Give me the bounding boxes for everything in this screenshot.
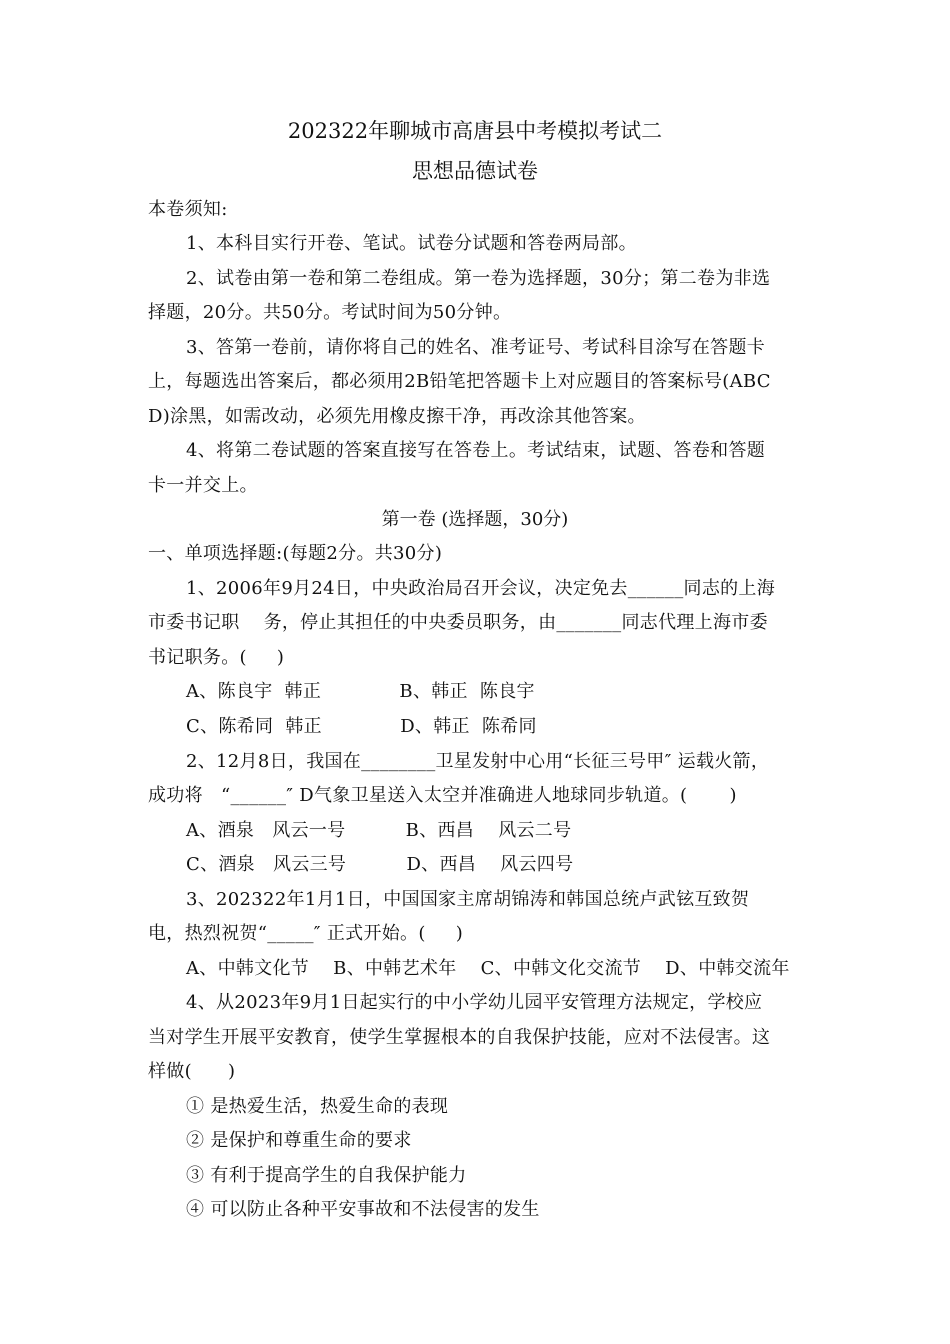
- question-1-line-2: 市委书记职 务，停止其担任的中央委员职务，由_______同志代理上海市委: [148, 612, 768, 633]
- question-1-line-1: 1、2006年9月24日，中央政治局召开会议，决定免去______同志的上海: [186, 578, 776, 599]
- instruction-item-2-line-2: 择题，20分。共50分。考试时间为50分钟。: [148, 302, 512, 323]
- question-2-options-2: C、酒泉 风云三号 D、西昌 风云四号: [186, 854, 574, 875]
- question-1-options-1: A、陈良宇 韩正 B、韩正 陈良宇: [186, 681, 535, 702]
- section-heading: 一、单项选择题:(每题2分。共30分): [148, 543, 443, 564]
- question-3-options: A、中韩文化节 B、中韩艺术年 C、中韩文化交流节 D、中韩交流年: [186, 958, 790, 979]
- question-4-item-1: ① 是热爱生活，热爱生命的表现: [186, 1096, 449, 1117]
- question-1-options-2: C、陈希同 韩正 D、韩正 陈希同: [186, 716, 537, 737]
- instructions-heading: 本卷须知:: [148, 199, 228, 220]
- part-one-title: 第一卷 (选择题，30分): [381, 509, 569, 530]
- instruction-item-1: 1、本科目实行开卷、笔试。试卷分试题和答卷两局部。: [186, 233, 637, 254]
- instruction-item-3-line-3: D)涂黑，如需改动，必须先用橡皮擦干净，再改涂其他答案。: [148, 406, 646, 427]
- question-3-line-1: 3、202322年1月1日，中国国家主席胡锦涛和韩国总统卢武铉互致贺: [186, 889, 750, 910]
- instruction-item-4-line-2: 卡一并交上。: [148, 475, 258, 496]
- instruction-item-3-line-2: 上，每题选出答案后，都必须用2B铅笔把答题卡上对应题目的答案标号(ABC: [148, 371, 771, 392]
- question-4-line-2: 当对学生开展平安教育，使学生掌握根本的自我保护技能，应对不法侵害。这: [148, 1027, 771, 1048]
- instruction-item-3-line-1: 3、答第一卷前，请你将自己的姓名、准考证号、考试科目涂写在答题卡: [186, 337, 766, 358]
- question-2-line-1: 2、12月8日，我国在________卫星发射中心用“长征三号甲″ 运载火箭，: [186, 751, 770, 772]
- instruction-item-4-line-1: 4、将第二卷试题的答案直接写在答卷上。考试结束，试题、答卷和答题: [186, 440, 766, 461]
- question-3-line-2: 电，热烈祝贺“_____″ 正式开始。( ): [148, 923, 464, 944]
- question-4-line-3: 样做( ): [148, 1061, 236, 1082]
- question-2-line-2: 成功将 “______″ D气象卫星送入太空并准确进人地球同步轨道。( ): [148, 785, 737, 806]
- page-subtitle: 思想品德试卷: [412, 159, 538, 183]
- instruction-item-2-line-1: 2、试卷由第一卷和第二卷组成。第一卷为选择题，30分；第二卷为非选: [186, 268, 771, 289]
- question-4-line-1: 4、从2023年9月1日起实行的中小学幼儿园平安管理方法规定，学校应: [186, 992, 763, 1013]
- question-1-line-3: 书记职务。( ): [148, 647, 285, 668]
- page-title: 202322年聊城市高唐县中考模拟考试二: [287, 119, 663, 143]
- question-4-item-2: ② 是保护和尊重生命的要求: [186, 1130, 412, 1151]
- question-4-item-4: ④ 可以防止各种平安事故和不法侵害的发生: [186, 1199, 540, 1220]
- question-4-item-3: ③ 有利于提高学生的自我保护能力: [186, 1165, 467, 1186]
- question-2-options-1: A、酒泉 风云一号 B、西昌 风云二号: [186, 820, 572, 841]
